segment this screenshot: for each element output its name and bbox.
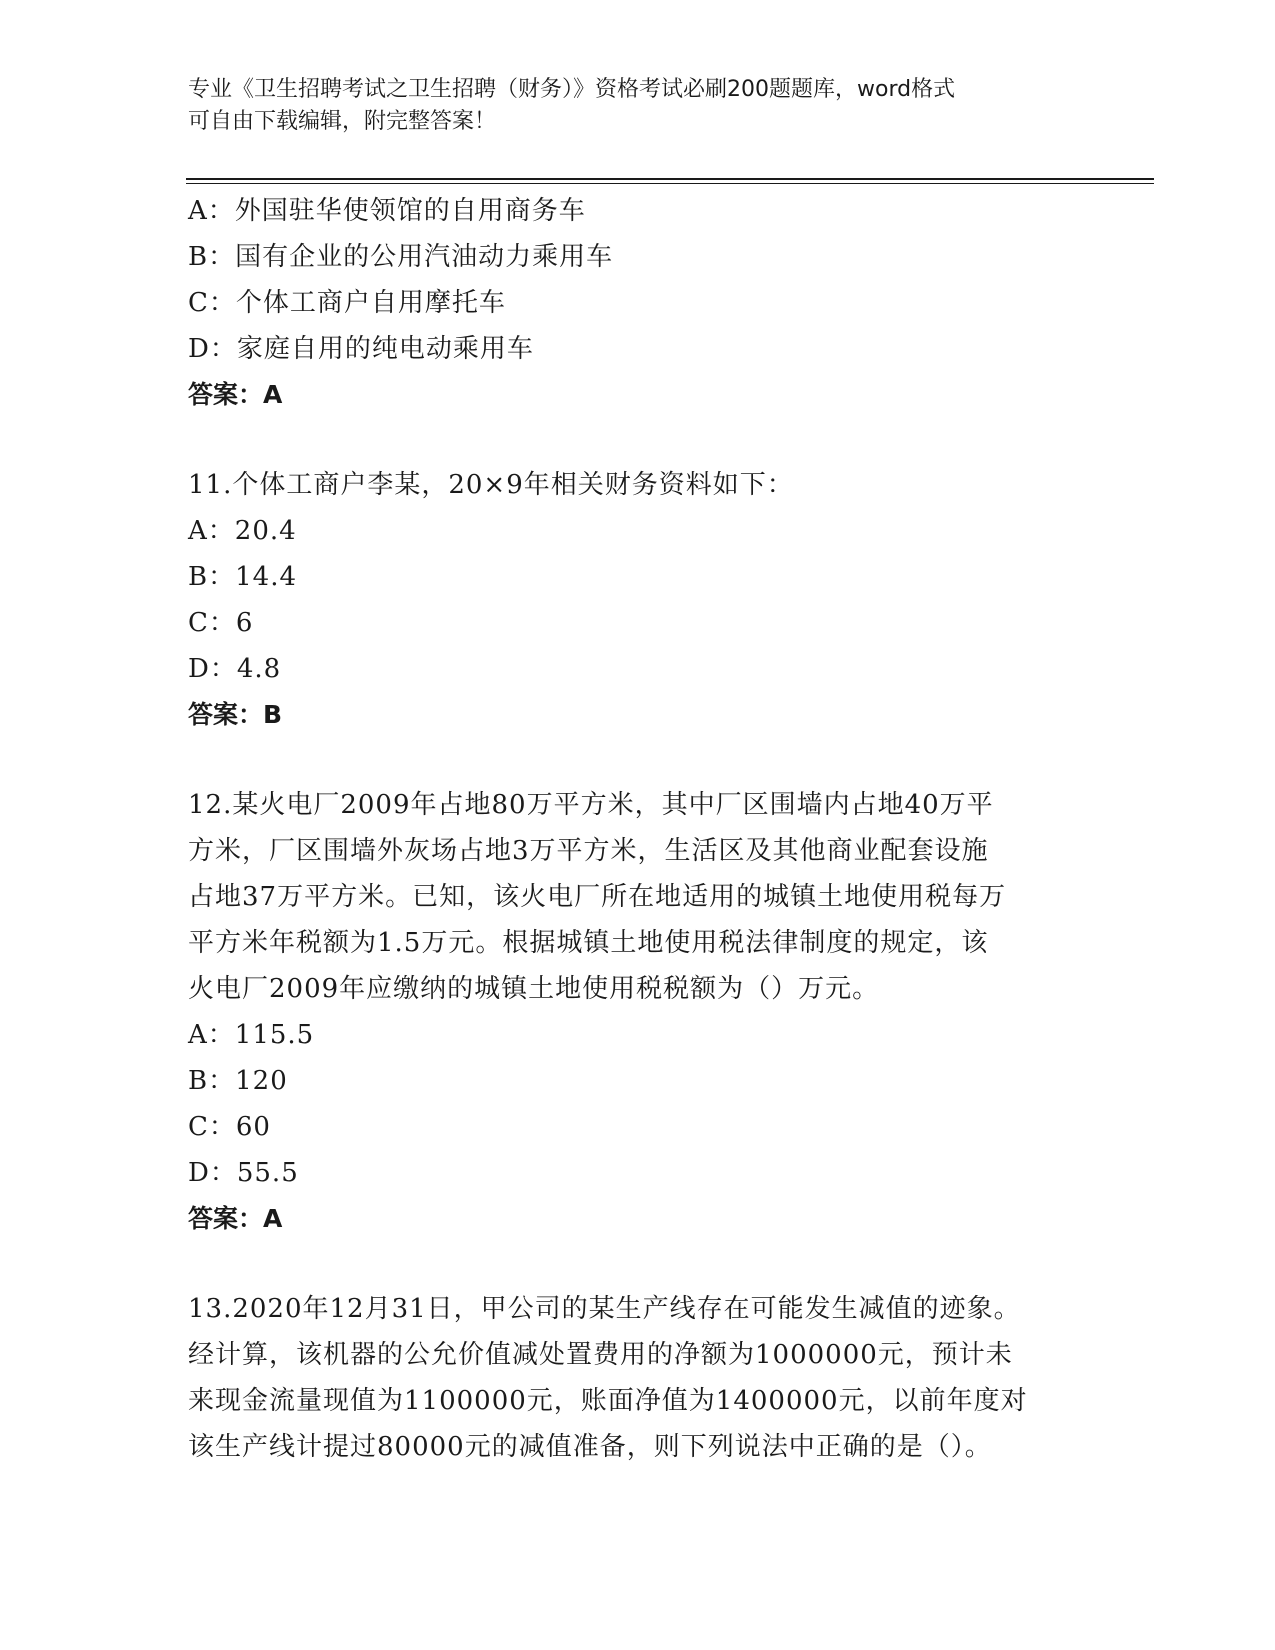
question-12 xyxy=(188,782,1068,1242)
option-c: C：60 xyxy=(188,1112,271,1142)
option-a: A：外国驻华使领馆的自用商务车 xyxy=(188,196,586,226)
question-13 xyxy=(188,1286,1068,1470)
option-a: A：115.5 xyxy=(188,1020,315,1050)
answer-label: 答案：A xyxy=(188,1204,283,1233)
header-divider xyxy=(186,178,1154,180)
question-stem: 11.个体工商户李某，20×9年相关财务资料如下： xyxy=(188,470,794,500)
answer-label: 答案：B xyxy=(188,700,283,729)
question-list xyxy=(188,188,1068,1470)
option-b: B：国有企业的公用汽油动力乘用车 xyxy=(188,242,614,272)
option-a: A：20.4 xyxy=(188,516,297,546)
question-stem: 12.某火电厂2009年占地80万平方米，其中厂区围墙内占地40万平 方米，厂区围墙外灰场占地3万平方米，生活区及其他商业配套设施 占地37万平方米。已知，该火电厂所在地适用的城镇土地使用税每万 平方米年税额为1.5万元。根据城镇土地使用税法律制度的规定，该 火电厂2009年应缴纳的城镇土地使用税税额为（）万元。 xyxy=(188,790,1007,1004)
option-b: B：14.4 xyxy=(188,562,297,592)
spacer xyxy=(188,738,1068,782)
document-header xyxy=(188,74,1068,138)
option-d: D：家庭自用的纯电动乘用车 xyxy=(188,334,534,364)
question-stem: 13.2020年12月31日，甲公司的某生产线存在可能发生减值的迹象。 经计算，该机器的公允价值减处置费用的净额为1000000元，预计未 来现金流量现值为1100000元，账面净值为1400000元，以前年度对 该生产线计提过80000元的减值准备，则下列说法中正确的是（）。 xyxy=(188,1294,1028,1462)
option-c: C：6 xyxy=(188,608,254,638)
option-b: B：120 xyxy=(188,1066,288,1096)
header-line-1: 专业《卫生招聘考试之卫生招聘（财务）》资格考试必刷200题题库，word格式 xyxy=(188,77,956,102)
spacer xyxy=(188,418,1068,462)
option-d: D：4.8 xyxy=(188,654,282,684)
question-10 xyxy=(188,188,1068,418)
option-c: C：个体工商户自用摩托车 xyxy=(188,288,506,318)
spacer xyxy=(188,1242,1068,1286)
header-line-2: 可自由下载编辑，附完整答案！ xyxy=(188,109,497,134)
option-d: D：55.5 xyxy=(188,1158,299,1188)
question-11 xyxy=(188,462,1068,738)
answer-label: 答案：A xyxy=(188,380,283,409)
